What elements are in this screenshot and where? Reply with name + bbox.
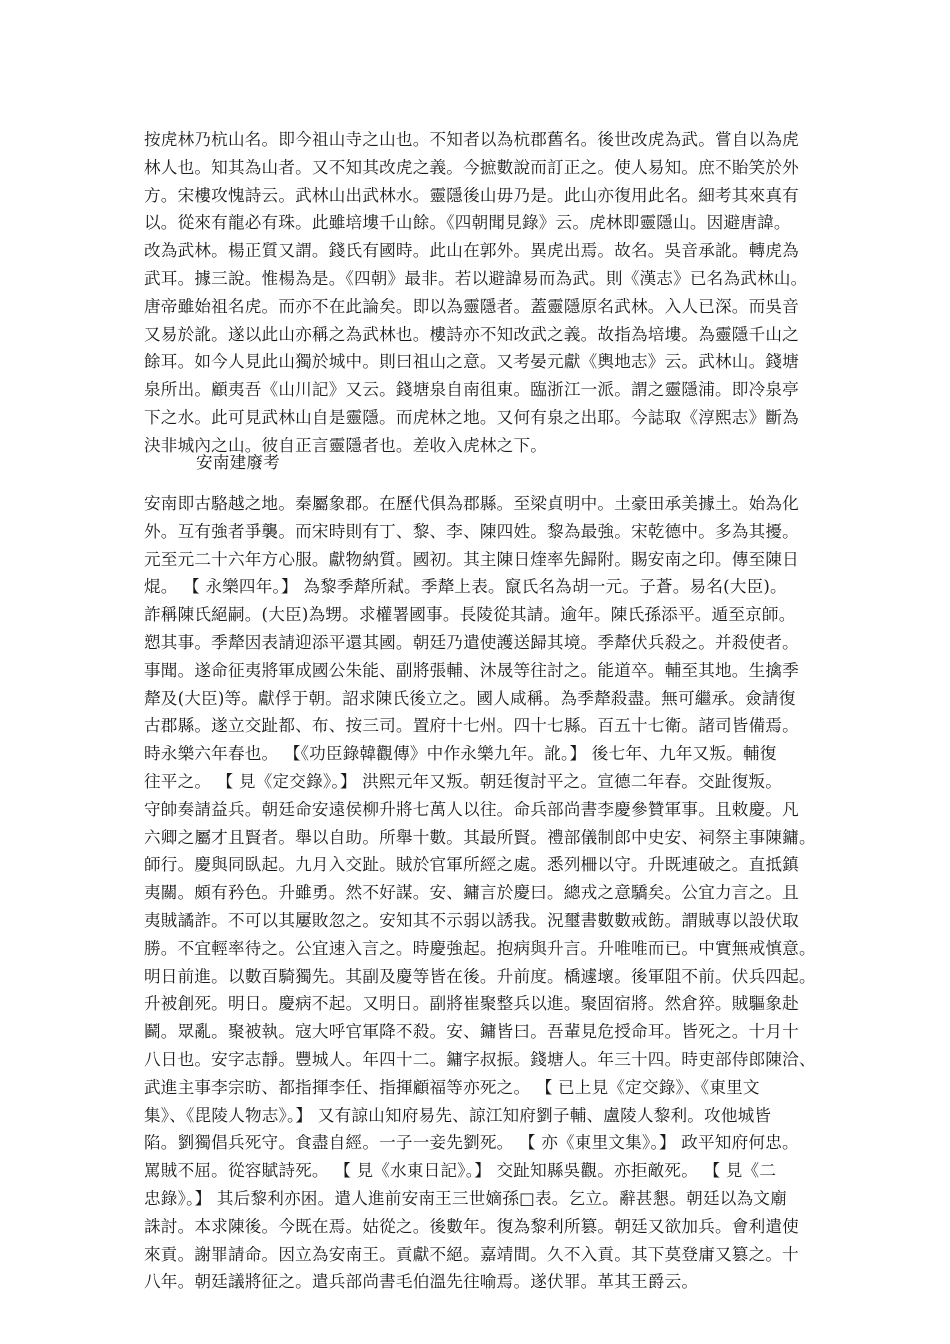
section-heading: 安南建廢考 <box>196 453 280 472</box>
paragraph-annan <box>144 490 816 1296</box>
text-line: 武耳。據三說。惟楊為是。《四朝》最非。若以避諱易而為武。則《漢志》已名為武林山。 <box>144 268 808 288</box>
text-line: 按虎林乃杭山名。即今祖山寺之山也。不知者以為杭郡舊名。後世改虎為武。嘗自以為虎 <box>144 130 799 149</box>
text-line: 決非城內之山。彼自正言靈隱者也。差收入虎林之下。 <box>144 435 548 455</box>
text-line: 時永樂六年春也。 【《功臣錄韓觀傳》中作永樂九年。訛。】 後七年、九年又叛。輔復 <box>144 744 777 764</box>
text-line: 武進主事李宗昉、都指揮李任、指揮顧福等亦死之。 【 已上見《定交錄》、《東里文 <box>144 1077 760 1097</box>
text-line: 明日前進。以數百騎獨先。其副及慶等皆在後。升前度。橋遽壞。後軍阻不前。伏兵四起。 <box>144 966 816 986</box>
text-line: 以。從來有龍必有珠。此雖培塿千山餘。《四朝聞見錄》云。虎林即靈隱山。因避唐諱。 <box>144 213 791 233</box>
text-line: 鬬。眾亂。聚被執。寇大呼官軍降不殺。安、鏞皆曰。吾輩見危授命耳。皆死之。十月十 <box>144 1022 799 1042</box>
paragraph-hulin <box>144 126 816 460</box>
text-line: 八年。朝廷議將征之。遣兵部尚書毛伯溫先往喻焉。遂伏罪。革其王爵云。 <box>144 1272 699 1292</box>
text-line: 林人也。知其為山者。又不知其改虎之義。今摭數說而訂正之。使人易知。庶不貽笑於外 <box>144 157 799 177</box>
text-line: 唐帝雖始祖名虎。而亦不在此論矣。即以為靈隱者。蓋靈隱原名武林。入人已深。而吳音 <box>144 296 799 316</box>
text-line: 罵賊不屈。從容賦詩死。 【 見《水東日記》。】 交趾知縣吳觀。亦拒敵死。 【 見《二 <box>144 1161 777 1181</box>
text-line: 改為武林。楊正質又謂。錢氏有國時。此山在郭外。異虎出焉。故名。吳音承訛。轉虎為 <box>144 241 799 261</box>
text-line: 外。互有強者爭襲。而宋時則有丁、黎、李、陳四姓。黎為最強。宋乾德中。多為其擾。 <box>144 521 799 541</box>
text-line: 犛及(大臣)等。獻俘于朝。詔求陳氏後立之。國人咸稱。為季犛殺盡。無可繼承。僉請復 <box>144 688 796 708</box>
text-line: 愬其事。季犛因表請迎添平還其國。朝廷乃遣使護送歸其境。季犛伏兵殺之。并殺使者。 <box>144 632 799 652</box>
text-line: 往平之。 【 見《定交錄》。】 洪熙元年又叛。朝廷復討平之。宣德二年春。交趾復叛。 <box>144 771 782 791</box>
text-line: 事聞。遂命征夷將軍成國公朱能、副將張輔、沐晟等往討之。能道卒。輔至其地。生擒季 <box>144 660 799 680</box>
text-line: 夷關。頗有矜色。升雖勇。然不好謀。安、鏞言於慶曰。總戎之意驕矣。公宜力言之。且 <box>144 883 799 903</box>
text-line: 餘耳。如今人見此山獨於城中。則曰祖山之意。又考晏元獻《輿地志》云。武林山。錢塘 <box>144 352 799 372</box>
text-line: 六卿之屬才且賢者。舉以自助。所舉十數。其最所賢。禮部儀制郎中史安、祠祭主事陳鏞。 <box>144 827 816 847</box>
text-line: 師行。慶與同臥起。九月入交趾。賊於官軍所經之處。悉列柵以守。升既連破之。直抵鎮 <box>144 855 799 875</box>
text-line: 元至元二十六年方心服。獻物納質。國初。其主陳日煃率先歸附。賜安南之印。傳至陳日 <box>144 549 799 569</box>
text-line: 焜。 【 永樂四年。】 為黎季犛所弒。季犛上表。竄氏名為胡一元。子蒼。易名(大臣)。 <box>144 577 787 597</box>
text-line: 夷賊譎詐。不可以其屢敗忽之。安知其不示弱以誘我。況璽書數數戒飭。謂賊專以設伏取 <box>144 910 799 930</box>
text-line: 守帥奏請益兵。朝廷命安遠侯柳升將七萬人以往。命兵部尚書李慶參贊軍事。且敕慶。凡 <box>144 799 799 819</box>
text-line: 方。宋樓攻愧詩云。武林山出武林水。靈隱後山毋乃是。此山亦復用此名。細考其來真有 <box>144 185 799 205</box>
text-line: 集》、《毘陵人物志》。】 又有諒山知府易先、諒江知府劉子輔、盧陵人黎利。攻他城皆 <box>144 1105 772 1125</box>
text-line: 勝。不宜輕率待之。公宜速入言之。時慶強起。抱病與升言。升唯唯而已。中實無戒慎意。 <box>144 938 816 958</box>
text-line: 又易於訛。遂以此山亦稱之為武林也。樓詩亦不知改武之義。故指為培塿。為靈隱千山之 <box>144 324 799 344</box>
text-line: 泉所出。顧夷吾《山川記》又云。錢塘泉自南徂東。臨浙江一派。謂之靈隱浦。即冷泉亭 <box>144 380 799 400</box>
text-line: 忠錄》。】 其后黎利亦困。遣人進前安南王三世嫡孫□表。乞立。辭甚懇。朝廷以為文廟 <box>144 1188 787 1208</box>
text-line: 下之水。此可見武林山自是靈隱。而虎林之地。又何有泉之出耶。今誌取《淳熙志》斷為 <box>144 407 799 427</box>
text-line: 詐稱陳氏絕嗣。(大臣)為甥。求權署國事。長陵從其請。逾年。陳氏孫添平。遁至京師。 <box>144 605 796 625</box>
text-line: 來貢。謝罪請命。因立為安南王。貢獻不絕。嘉靖間。久不入貢。其下莫登庸又篡之。十 <box>144 1244 799 1264</box>
text-line: 陷。劉獨倡兵死守。食盡自經。一子一妾先劉死。 【 亦《東里文集》。】 政平知府何忠。 <box>144 1133 799 1153</box>
text-line: 安南即古駱越之地。秦屬象郡。在歷代俱為郡縣。至梁貞明中。土豪田承美據土。始為化 <box>144 494 799 513</box>
text-line: 八日也。安字志靜。豐城人。年四十二。鏞字叔振。錢塘人。年三十四。時吏部侍郎陳洽、 <box>144 1049 816 1069</box>
text-line: 升被創死。明日。慶病不起。又明日。副將崔聚整兵以進。聚固宿將。然倉猝。賊驅象赴 <box>144 994 799 1014</box>
text-line: 古郡縣。遂立交趾都、布、按三司。置府十七州。四十七縣。百五十七衛。諸司皆備焉。 <box>144 716 799 736</box>
text-line: 誅討。本求陳後。今既在焉。姑從之。後數年。復為黎利所篡。朝廷又欲加兵。會利遣使 <box>144 1216 799 1236</box>
